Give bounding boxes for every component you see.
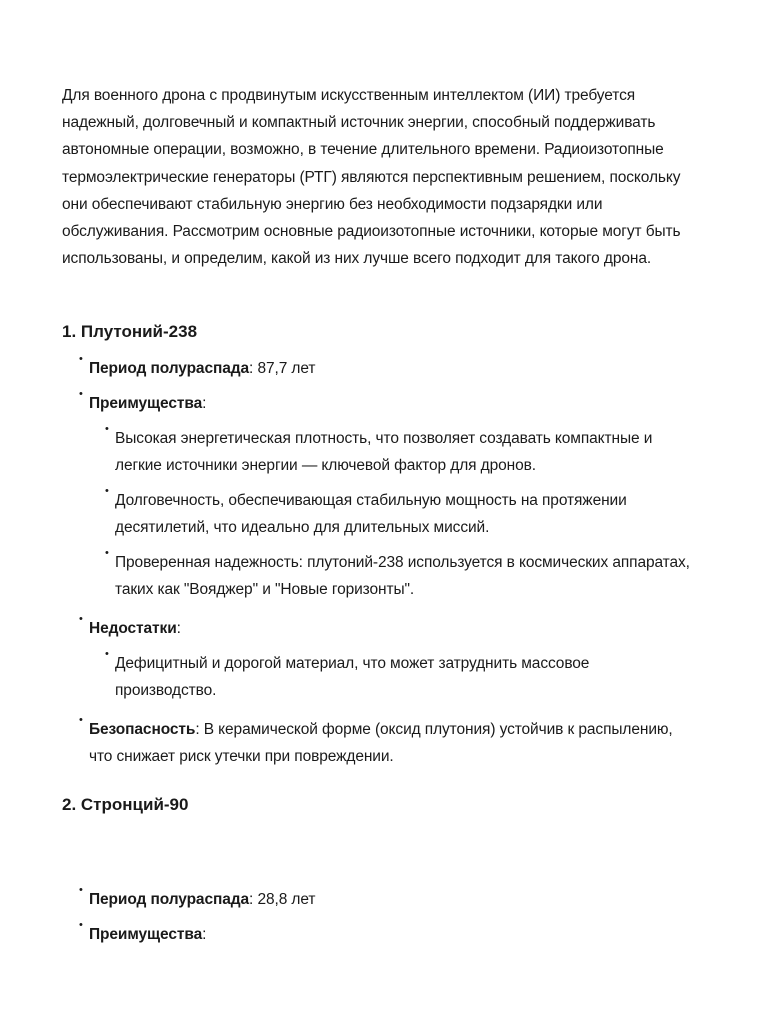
section-title-plutonium: 1. Плутоний-238	[62, 322, 198, 341]
list-item-disadvantage	[105, 648, 690, 704]
bullet: •	[79, 714, 83, 726]
safety-value: : В керамической форме (оксид плутония) устойчив к распылению, что снижает риск утечки при повреждении.	[89, 721, 673, 766]
bullet: •	[105, 547, 109, 559]
bullet: •	[79, 919, 83, 931]
advantage-text: Долговечность, обеспечивающая стабильную мощность на протяжении десятилетий, что идеально для длительных миссий.	[115, 492, 627, 537]
advantages-label: Преимущества	[89, 395, 203, 412]
bullet: •	[105, 485, 109, 497]
disadvantages-label: Недостатки	[89, 620, 177, 637]
list-item-advantage	[105, 485, 690, 541]
advantages-colon: :	[202, 395, 207, 412]
list-item-advantages	[79, 919, 689, 948]
list-item-advantage	[105, 423, 690, 479]
intro-paragraph: Для военного дрона с продвинутым искусственным интеллектом (ИИ) требуется надежный, долговечный и компактный источник энергии, способный поддерживать автономные операции, возможно, в течение длительного времени. Радиоизотопные термоэлектрические генераторы (РТГ) являются перспективным решением, поскольку они обеспечивают стабильную энергию без необходимости подзарядки или обслуживания. Рассмотрим основные радиоизотопные источники, которые могут быть использованы, и определим, какой из них лучше всего подходит для такого дрона.	[62, 87, 681, 268]
list-item-disadvantages	[79, 613, 689, 642]
list-item-advantages	[79, 388, 689, 417]
bullet: •	[79, 613, 83, 625]
disadvantages-colon: :	[176, 620, 181, 637]
half-life-value: : 87,7 лет	[249, 360, 316, 377]
half-life-label: Период полураспада	[89, 891, 250, 908]
list-item-advantage	[105, 547, 690, 603]
section-title-strontium: 2. Стронций-90	[62, 795, 189, 814]
disadvantage-text: Дефицитный и дорогой материал, что может затруднить массовое производство.	[115, 655, 590, 700]
advantages-colon: :	[202, 926, 207, 943]
advantages-label: Преимущества	[89, 926, 203, 943]
half-life-value: : 28,8 лет	[249, 891, 316, 908]
list-item-half-life	[79, 884, 689, 913]
bullet: •	[79, 388, 83, 400]
list-item-safety	[79, 714, 689, 770]
bullet: •	[79, 884, 83, 896]
bullet: •	[79, 353, 83, 365]
half-life-label: Период полураспада	[89, 360, 250, 377]
safety-label: Безопасность	[89, 721, 196, 738]
bullet: •	[105, 648, 109, 660]
list-item-half-life	[79, 353, 689, 382]
bullet: •	[105, 423, 109, 435]
advantage-text: Высокая энергетическая плотность, что позволяет создавать компактные и легкие источники энергии — ключевой фактор для дронов.	[115, 430, 653, 475]
advantage-text: Проверенная надежность: плутоний-238 используется в космических аппаратах, таких как "Вояджер" и "Новые горизонты".	[115, 554, 690, 599]
